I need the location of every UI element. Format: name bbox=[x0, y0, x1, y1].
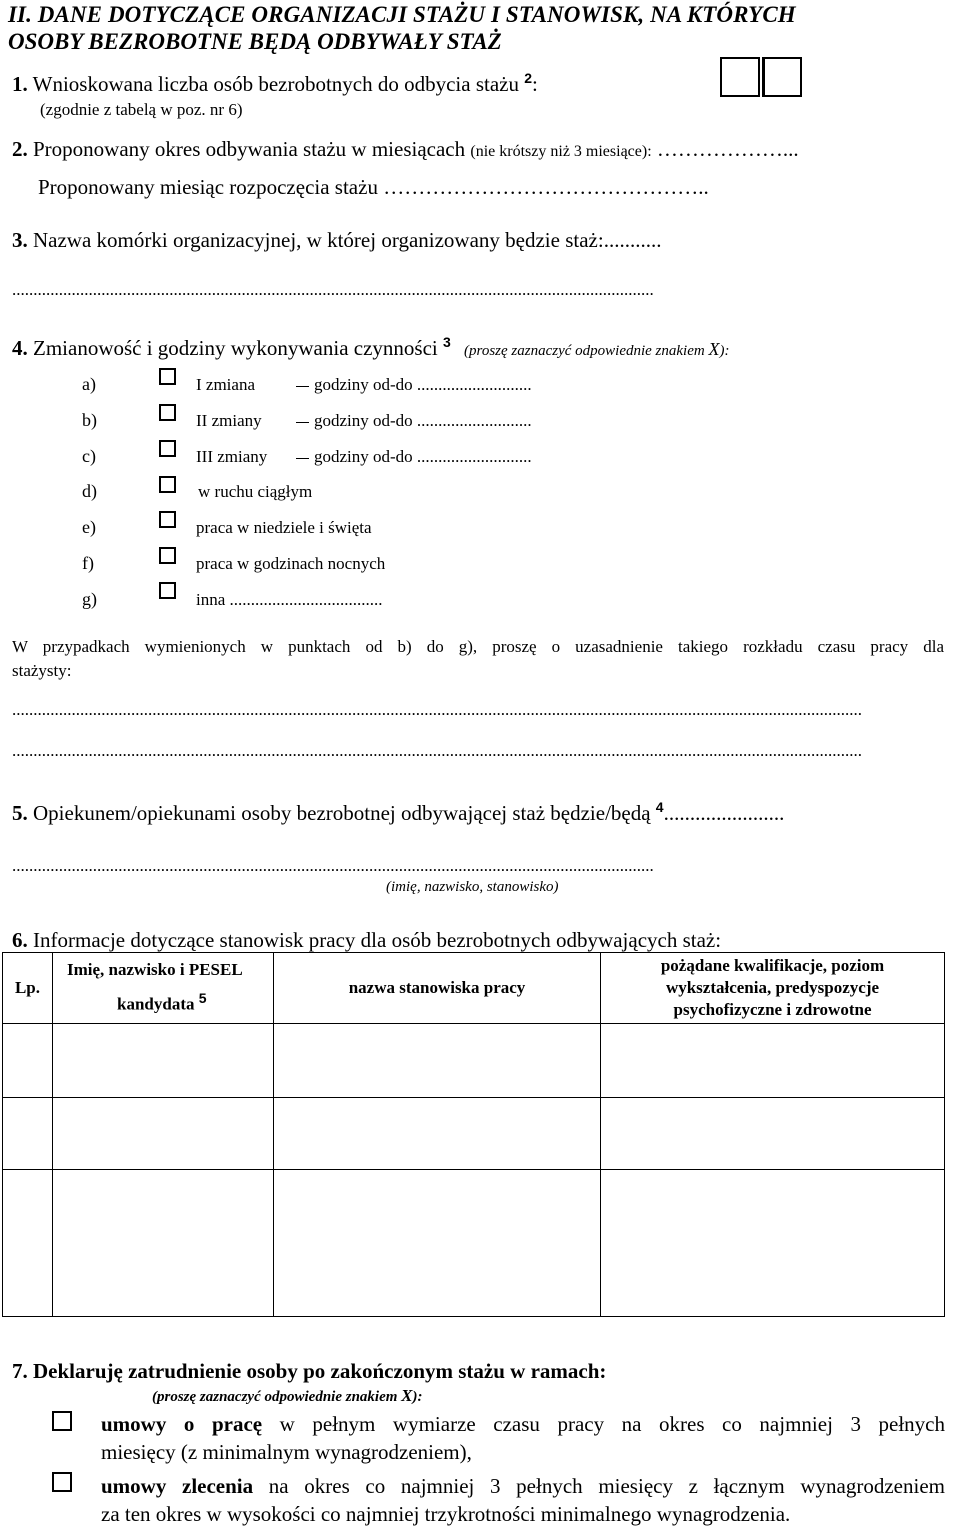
option-checkbox-b[interactable] bbox=[159, 404, 176, 421]
item5-line bbox=[12, 799, 784, 826]
col-candidate-footnote: 5 bbox=[198, 990, 207, 1006]
item6-text: Informacje dotyczące stanowisk pracy dla osób bezrobotnych odbywających staż: bbox=[33, 928, 722, 952]
option-label-f: praca w godzinach nocnych bbox=[196, 554, 386, 573]
cell-candidate[interactable] bbox=[53, 1098, 274, 1170]
option-letter-f: f) bbox=[82, 553, 94, 573]
contract-mandate-checkbox[interactable] bbox=[52, 1472, 72, 1492]
item2-text: Proponowany okres odbywania stażu w miesiącach bbox=[33, 137, 466, 161]
contract-employment-line2: miesięcy (z minimalnym wynagrodzeniem), bbox=[101, 1440, 472, 1464]
option-dash-c bbox=[296, 458, 309, 459]
col-position-header: nazwa stanowiska pracy bbox=[274, 953, 601, 1024]
item7-line bbox=[12, 1359, 606, 1384]
table-row bbox=[3, 1098, 945, 1170]
contract-employment-bold: umowy o pracę bbox=[101, 1412, 263, 1436]
item1-number: 1. bbox=[12, 72, 28, 96]
option-label-d: w ruchu ciągłym bbox=[198, 482, 313, 501]
cell-position[interactable] bbox=[274, 1024, 601, 1098]
item7-hint bbox=[152, 1386, 423, 1406]
option-hours-c[interactable]: godziny od-do ........................... bbox=[314, 447, 532, 466]
option-checkbox-f[interactable] bbox=[159, 547, 176, 564]
item4-hint-x: X bbox=[708, 339, 720, 359]
contract-employment-rest: w pełnym wymiarze czasu pracy na okres co najmniej 3 pełnych bbox=[279, 1412, 945, 1436]
col-qual-line1: pożądane kwalifikacje, poziom bbox=[660, 956, 885, 975]
option-dash-a bbox=[296, 386, 309, 387]
option-checkbox-a[interactable] bbox=[159, 368, 176, 385]
item4-footnote: 3 bbox=[443, 334, 451, 350]
item2-start-month-field[interactable]: ……………………………………….. bbox=[383, 175, 709, 199]
option-letter-a: a) bbox=[82, 374, 96, 394]
justification-line1 bbox=[12, 637, 944, 657]
item5-line2[interactable]: ....................................................................................................................................................... bbox=[12, 856, 654, 875]
item6-number: 6. bbox=[12, 928, 28, 952]
contract-employment-just bbox=[101, 1412, 945, 1437]
cell-candidate[interactable] bbox=[53, 1024, 274, 1098]
cell-candidate[interactable] bbox=[53, 1170, 274, 1317]
option-checkbox-d[interactable] bbox=[159, 476, 176, 493]
option-label-c: III zmiany bbox=[196, 447, 268, 466]
item5-number: 5. bbox=[12, 801, 28, 825]
cell-qualifications[interactable] bbox=[601, 1098, 945, 1170]
item5-dots[interactable]: ....................... bbox=[663, 801, 785, 825]
count-digit-box-1[interactable] bbox=[720, 57, 760, 97]
item3-line bbox=[12, 228, 661, 253]
item3-line2[interactable]: ....................................................................................................................................................... bbox=[12, 280, 654, 299]
justification-line2: stażysty: bbox=[12, 661, 72, 680]
count-digit-box-2[interactable] bbox=[762, 57, 802, 97]
option-checkbox-c[interactable] bbox=[159, 440, 176, 457]
item4-line bbox=[12, 334, 729, 361]
option-label-g[interactable]: inna .................................... bbox=[196, 590, 383, 609]
option-letter-b: b) bbox=[82, 410, 97, 430]
item5-text: Opiekunem/opiekunami osoby bezrobotnej odbywającej staż będzie/będą bbox=[33, 801, 651, 825]
item4-hint bbox=[464, 339, 730, 359]
option-checkbox-e[interactable] bbox=[159, 511, 176, 528]
cell-lp[interactable] bbox=[3, 1170, 53, 1317]
cell-lp[interactable] bbox=[3, 1098, 53, 1170]
col-candidate-line2 bbox=[117, 987, 207, 1016]
item7-text-bold: Deklaruję zatrudnienie osoby po zakończonym stażu bbox=[33, 1359, 505, 1383]
item4-text: Zmianowość i godziny wykonywania czynności bbox=[33, 336, 438, 360]
item7-text-rest: w ramach: bbox=[510, 1359, 607, 1383]
contract-employment-checkbox[interactable] bbox=[52, 1411, 72, 1431]
item5-footnote: 4 bbox=[655, 799, 664, 815]
option-label-a: I zmiana bbox=[196, 375, 255, 394]
section-title-line1: II. DANE DOTYCZĄCE ORGANIZACJI STAŻU I STANOWISK, NA KTÓRYCH bbox=[8, 2, 796, 27]
item1-footnote: 2 bbox=[524, 70, 533, 86]
item5-caption: (imię, nazwisko, stanowisko) bbox=[386, 879, 559, 895]
col-candidate-header-inner bbox=[53, 953, 273, 1023]
item7-hint-end: ): bbox=[412, 1389, 423, 1405]
justification-field-1[interactable]: ........................................................................................................................................................................................................ bbox=[12, 700, 862, 719]
justification-field-2[interactable]: ........................................................................................................................................................................................................ bbox=[12, 741, 862, 760]
item2-number: 2. bbox=[12, 137, 28, 161]
item7-hint-text: (proszę zaznaczyć odpowiednie znakiem bbox=[152, 1389, 398, 1405]
col-candidate-line1: Imię, nazwisko i PESEL bbox=[67, 960, 243, 979]
table-row bbox=[3, 1170, 945, 1317]
item1-line bbox=[12, 70, 538, 97]
item1-sub: (zgodnie z tabelą w poz. nr 6) bbox=[40, 100, 243, 119]
cell-position[interactable] bbox=[274, 1098, 601, 1170]
item3-number: 3. bbox=[12, 228, 28, 252]
item7-number: 7. bbox=[12, 1359, 28, 1383]
col-qual-line2: wykształcenia, predyspozycje bbox=[665, 978, 880, 997]
contract-mandate-rest: na okres co najmniej 3 pełnych miesięcy z łącznym wynagrodzeniem bbox=[268, 1474, 945, 1498]
item3-text: Nazwa komórki organizacyjnej, w której organizowany będzie staż: bbox=[33, 228, 604, 252]
justification-text: W przypadkach wymienionych w punktach od b) do g), proszę o uzasadnienie takiego rozkładu czasu pracy dla bbox=[12, 637, 944, 656]
col-lp-header: Lp. bbox=[3, 953, 53, 1024]
contract-mandate-bold: umowy zlecenia bbox=[101, 1474, 254, 1498]
contract-employment-line1 bbox=[101, 1412, 945, 1437]
item1-text: Wnioskowana liczba osób bezrobotnych do odbycia stażu bbox=[32, 72, 519, 96]
option-letter-d: d) bbox=[82, 481, 97, 501]
table-row bbox=[3, 1024, 945, 1098]
option-letter-g: g) bbox=[82, 589, 97, 609]
col-candidate-header bbox=[53, 953, 274, 1024]
contract-mandate-line1 bbox=[101, 1474, 945, 1499]
option-dash-b bbox=[296, 422, 309, 423]
cell-qualifications[interactable] bbox=[601, 1170, 945, 1317]
option-letter-c: c) bbox=[82, 446, 96, 466]
option-letter-e: e) bbox=[82, 517, 96, 537]
item4-number: 4. bbox=[12, 336, 28, 360]
option-hours-b[interactable]: godziny od-do ........................... bbox=[314, 411, 532, 430]
item2-line bbox=[12, 137, 799, 162]
item1-colon: : bbox=[532, 72, 538, 96]
section-title-line2: OSOBY BEZROBOTNE BĘDĄ ODBYWAŁY STAŻ bbox=[8, 29, 502, 54]
cell-qualifications[interactable] bbox=[601, 1024, 945, 1098]
item2-line2-text: Proponowany miesiąc rozpoczęcia stażu bbox=[38, 175, 378, 199]
item4-hint-end: ): bbox=[719, 343, 730, 359]
col-qualifications-header bbox=[601, 953, 945, 1024]
contract-mandate-line2: za ten okres w wysokości co najmniej trzykrotności minimalnego wynagrodzenia. bbox=[101, 1502, 791, 1526]
option-checkbox-g[interactable] bbox=[159, 582, 176, 599]
item7-hint-x: X bbox=[401, 1386, 413, 1405]
cell-lp[interactable] bbox=[3, 1024, 53, 1098]
item4-hint-text: (proszę zaznaczyć odpowiednie znakiem bbox=[464, 343, 705, 359]
option-label-b: II zmiany bbox=[196, 411, 262, 430]
item6-line bbox=[12, 928, 721, 953]
item2-dots[interactable]: ………………... bbox=[656, 137, 799, 161]
staz-positions-table bbox=[2, 952, 945, 1317]
cell-position[interactable] bbox=[274, 1170, 601, 1317]
col-qual-line3: psychofizyczne i zdrowotne bbox=[673, 1000, 872, 1019]
option-label-e: praca w niedziele i święta bbox=[196, 518, 372, 537]
item2-line2 bbox=[38, 175, 709, 200]
option-hours-a[interactable]: godziny od-do ........................... bbox=[314, 375, 532, 394]
item2-small: (nie krótszy niż 3 miesiące): bbox=[470, 143, 652, 160]
col-candidate-line2-text: kandydata bbox=[117, 994, 195, 1014]
table-header-row bbox=[3, 953, 945, 1024]
contract-mandate-just bbox=[101, 1474, 945, 1499]
item3-dots[interactable]: ........... bbox=[603, 228, 662, 252]
